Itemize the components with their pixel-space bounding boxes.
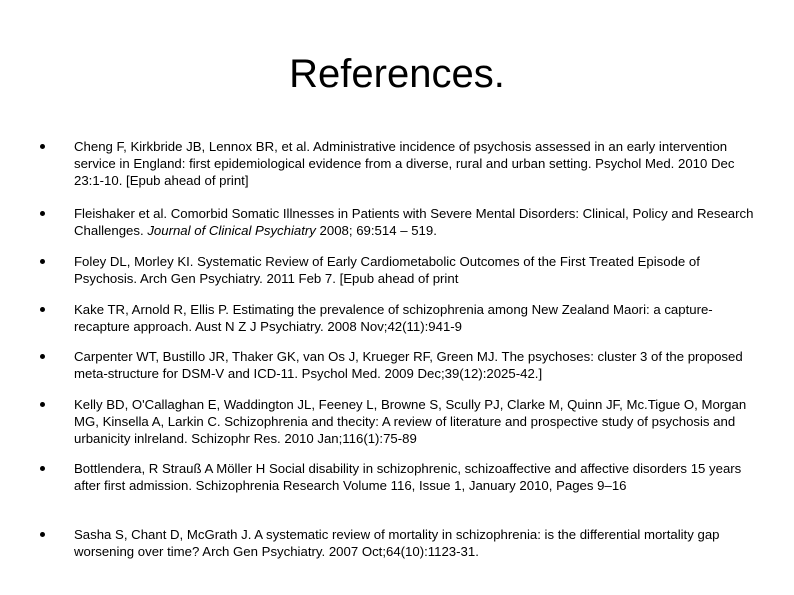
journal-name: Journal of Clinical Psychiatry bbox=[147, 223, 316, 238]
reference-text: Cheng F, Kirkbride JB, Lennox BR, et al. Administrative incidence of psychosis assessed in an early intervention service in England: first epidemiological evidence from a diverse, rural and urban setting. Psychol Med. 2010 Dec 23:1-10. [Epub ahead of print] bbox=[74, 139, 735, 188]
reference-text: Kelly BD, O'Callaghan E, Waddington JL, Feeney L, Browne S, Scully PJ, Clarke M, Quinn JF, Mc.Tigue O, Morgan MG, Kinsella A, Larkin C. Schizophrenia and thecity: A review of literature and prospective study of psychosis and urbanicity inlreland. Schizophr Res. 2010 Jan;116(1):75-89 bbox=[74, 397, 747, 446]
slide-title: References. bbox=[289, 52, 505, 96]
reference-text bbox=[74, 205, 764, 239]
reference-text: Carpenter WT, Bustillo JR, Thaker GK, van Os J, Krueger RF, Green MJ. The psychoses: cluster 3 of the proposed meta-structure for DSM-V and ICD-11. Psychol Med. 2009 Dec;39(12):2025-42.] bbox=[74, 349, 743, 381]
reference-text-part: 2008; 69:514 – 519. bbox=[315, 223, 437, 238]
reference-text: Kake TR, Arnold R, Ellis P. Estimating the prevalence of schizophrenia among New Zealand Maori: a capture-recapture approach. Aust N Z J Psychiatry. 2008 Nov;42(11):941-9 bbox=[74, 302, 713, 334]
bullet-icon bbox=[40, 259, 45, 264]
bullet-icon bbox=[40, 402, 45, 407]
reference-text: Sasha S, Chant D, McGrath J. A systematic review of mortality in schizophrenia: is the differential mortality gap worsening over time? Arch Gen Psychiatry. 2007 Oct;64(10):1123-31. bbox=[74, 527, 720, 559]
reference-text: Foley DL, Morley KI. Systematic Review of Early Cardiometabolic Outcomes of the First Treated Episode of Psychosis. Arch Gen Psychiatry. 2011 Feb 7. [Epub ahead of print bbox=[74, 254, 700, 286]
bullet-icon bbox=[40, 532, 45, 537]
bullet-icon bbox=[40, 307, 45, 312]
bullet-icon bbox=[40, 211, 45, 216]
bullet-icon bbox=[40, 144, 45, 149]
bullet-icon bbox=[40, 466, 45, 471]
reference-text: Bottlendera, R Strauß A Möller H Social disability in schizophrenic, schizoaffective and affective disorders 15 years after first admission. Schizophrenia Research Volume 116, Issue 1, January 2010, Pages 9–16 bbox=[74, 461, 742, 493]
reference-text-part: Fleishaker et al. Comorbid Somatic Illnesses in Patients with Severe Mental Disorders: Clinical, Policy and Research Challenges. bbox=[74, 206, 754, 238]
bullet-icon bbox=[40, 354, 45, 359]
